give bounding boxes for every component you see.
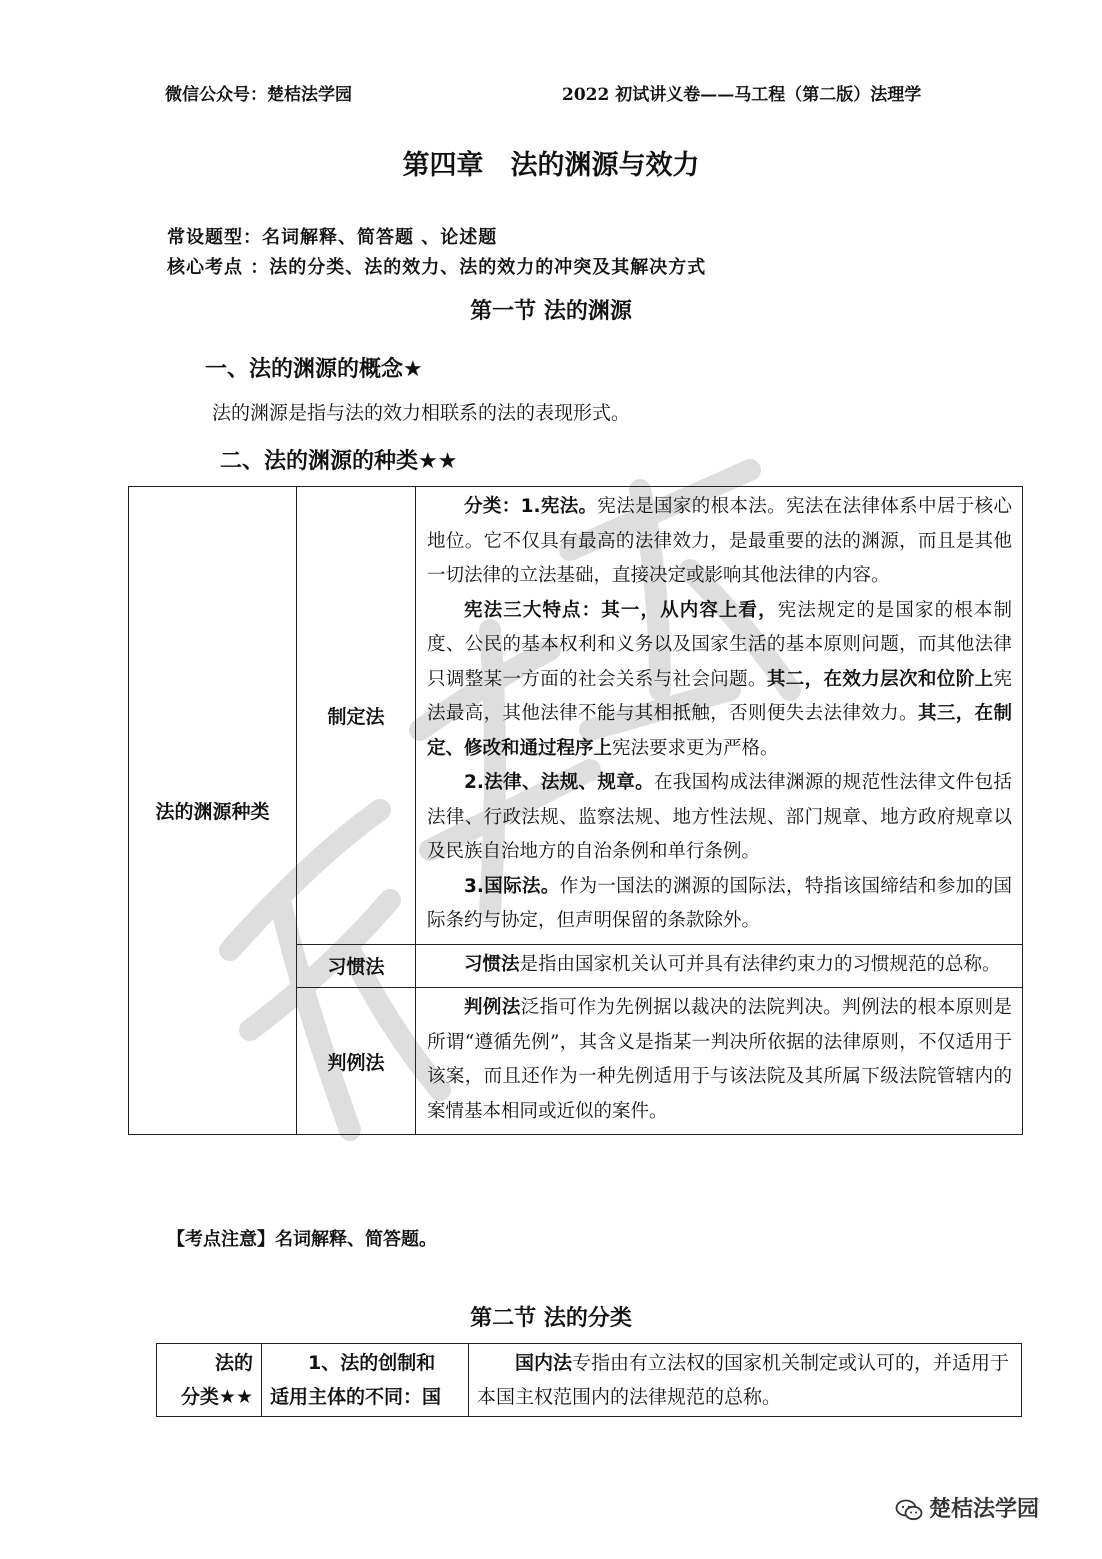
section-title-1: 第一节 法的渊源 bbox=[470, 299, 632, 324]
paragraph-laws: 2.法律、法规、规章。在我国构成法律渊源的规范性法律文件包括法律、行政法规、监察法规、地方性法规、部门规章、地方政府规章以及民族自治地方的自治条例和单行条例。 bbox=[427, 772, 1012, 862]
footer-logo-text: 楚桔法学园 bbox=[929, 1497, 1040, 1522]
classification-criterion: 1、法的创制和 适用主体的不同：国 bbox=[262, 1344, 469, 1417]
paragraph-custom-law: 习惯法是指由国家机关认可并具有法律约束力的习惯规范的总称。 bbox=[464, 953, 1001, 975]
table-row bbox=[129, 487, 1023, 945]
paragraph-domestic-law: 国内法专指由有立法权的国家机关制定或认可的，并适用于本国主权范围内的法律规范的总称。 bbox=[477, 1352, 1010, 1408]
type-label: 制定法 bbox=[297, 487, 416, 945]
footer-logo bbox=[895, 1492, 1039, 1523]
type-label: 判例法 bbox=[297, 988, 416, 1135]
paragraph-case-law: 判例法泛指可作为先例据以裁决的法院判决。判例法的根本原则是所谓“遵循先例”，其含义是指某一判决所依据的法律原则，不仅适用于该案，而且还作为一种先例适用于与该法院及其所属下级法院管辖内的案情基本相同或近似的案件。 bbox=[427, 997, 1012, 1122]
type-content bbox=[416, 988, 1023, 1135]
paragraph-features: 宪法三大特点：其一，从内容上看，宪法规定的是国家的根本制度、公民的基本权利和义务以及国家生活的基本原则问题，而其他法律只调整某一方面的社会关系与社会问题。其二，在效力层次和位阶上宪法最高，其他法律不能与其相抵触，否则便失去法律效力。其三，在制定、修改和通过程序上宪法要求更为严格。 bbox=[427, 599, 1012, 759]
paragraph-intl-law: 3.国际法。作为一国法的渊源的国际法，特指该国缔结和参加的国际条约与协定，但声明保留的条款除外。 bbox=[427, 875, 1012, 931]
subheading-types: 二、法的渊源的种类★★ bbox=[220, 449, 458, 474]
paragraph-constitution: 分类：1.宪法。宪法是国家的根本法。宪法在法律体系中居于核心地位。它不仅具有最高的法律效力，是最重要的法的渊源，而且是其他一切法律的立法基础，直接决定或影响其他法律的内容。 bbox=[427, 496, 1012, 586]
question-types: 常设题型：名词解释、简答题 、论述题 bbox=[167, 227, 498, 248]
classification-content bbox=[469, 1344, 1022, 1417]
core-points: 核心考点 ：法的分类、法的效力、法的效力的冲突及其解决方式 bbox=[167, 257, 707, 278]
table-row bbox=[157, 1344, 1022, 1417]
classification-header: 法的 分类★★ bbox=[157, 1344, 262, 1417]
row-header-cell: 法的渊源种类 bbox=[129, 487, 297, 1135]
subheading-concept: 一、法的渊源的概念★ bbox=[205, 357, 423, 382]
type-content bbox=[416, 487, 1023, 945]
type-label: 习惯法 bbox=[297, 944, 416, 988]
chapter-title: 第四章 法的渊源与效力 bbox=[402, 150, 700, 181]
header-left: 微信公众号：楚桔法学园 bbox=[165, 85, 352, 105]
sources-table bbox=[128, 486, 1023, 1135]
exam-note: 【考点注意】名词解释、简答题。 bbox=[167, 1229, 437, 1250]
section-title-2: 第二节 法的分类 bbox=[470, 1306, 632, 1331]
header-right: 2022 初试讲义卷——马工程（第二版）法理学 bbox=[562, 85, 922, 105]
definition-text: 法的渊源是指与法的效力相联系的法的表现形式。 bbox=[212, 402, 631, 424]
wechat-icon bbox=[895, 1499, 923, 1521]
type-content bbox=[416, 944, 1023, 988]
classification-table bbox=[156, 1343, 1022, 1417]
